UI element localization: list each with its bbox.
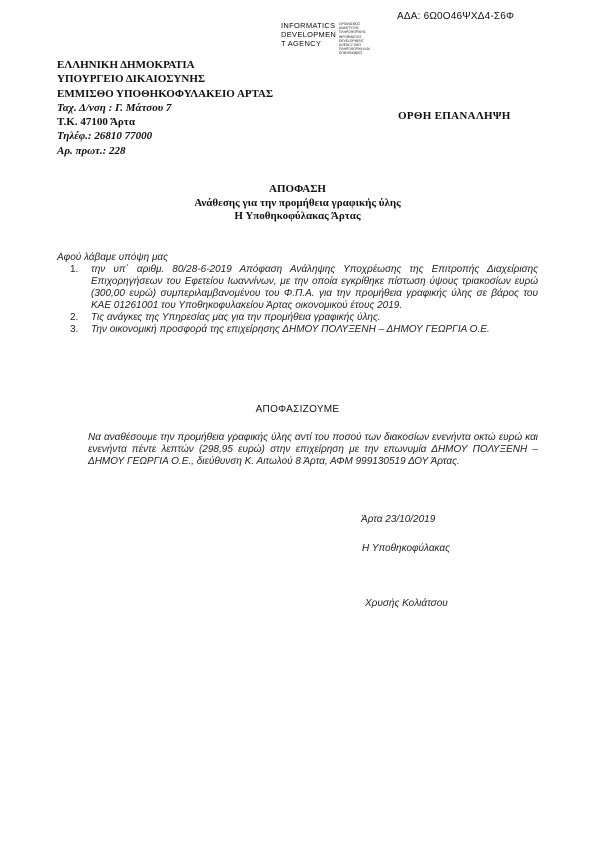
sender-header bbox=[57, 58, 273, 158]
list-item bbox=[70, 264, 538, 312]
considerations-list bbox=[70, 264, 538, 336]
logo-line-1: INFORMATICS bbox=[281, 21, 336, 30]
document-issuer: Η Υποθηκοφύλακας Άρτας bbox=[234, 210, 361, 222]
logo-line-3: T AGENCY bbox=[281, 39, 322, 48]
signatory-name: Χρυσής Κολιάτσου bbox=[365, 598, 448, 609]
item-number: 2. bbox=[70, 312, 79, 323]
considerations-intro: Αφού λάβαμε υπόψη μας bbox=[57, 252, 168, 263]
decision-heading: ΑΠΟΦΑΣΙΖΟΥΜΕ bbox=[255, 404, 340, 415]
header-ministry: ΥΠΟΥΡΓΕΙΟ ΔΙΚΑΙΟΣΥΝΗΣ bbox=[57, 73, 206, 86]
header-phone: Τηλέφ.: 26810 77000 bbox=[57, 130, 153, 143]
document-subtitle: Ανάθεσης για την προμήθεια γραφικής ύλης bbox=[194, 197, 401, 209]
item-number: 3. bbox=[70, 324, 79, 335]
logo-small-text: ΟΡΓΑΝΙΣΜΟΣ ΑΝΑΠΤΥΞΗΣ ΠΛΗΡΟΦΟΡΙΚΗΣ INFORMATICS DEVELOPMENT AGENCY ΟΑΠ ΠΛΗΡΟΦΟΡΙΚΗ ΚΑΙ ΕΠΙΚΟΙΝΩΝΙΕΣ bbox=[339, 22, 370, 56]
header-address: Ταχ. Δ/νση : Γ. Μάτσου 7 bbox=[57, 101, 172, 114]
header-postal: Τ.Κ. 47100 Άρτα bbox=[57, 116, 136, 129]
list-item bbox=[70, 324, 538, 336]
header-republic: ΕΛΛΗΝΙΚΗ ΔΗΜΟΚΡΑΤΙΑ bbox=[57, 59, 195, 71]
header-office: ΕΜΜΙΣΘΟ ΥΠΟΘΗΚΟΦΥΛΑΚΕΙΟ ΑΡΤΑΣ bbox=[57, 87, 274, 100]
item-text: Τις ανάγκες της Υπηρεσίας μας για την προμήθεια γραφικής ύλης. bbox=[91, 312, 381, 323]
place-date: Άρτα 23/10/2019 bbox=[361, 514, 436, 525]
item-number: 1. bbox=[70, 264, 79, 275]
item-text: Την οικονομική προσφορά της επιχείρησης ΔΗΜΟΥ ΠΟΛΥΞΕΝΗ – ΔΗΜΟΥ ΓΕΩΡΓΙΑ Ο.Ε. bbox=[91, 324, 490, 335]
signatory-role: Η Υποθηκοφύλακας bbox=[362, 543, 450, 554]
ada-code: ΑΔΑ: 6Ω0Ο46ΨΧΔ4-Σ6Φ bbox=[397, 11, 515, 22]
header-protocol: Αρ. πρωτ.: 228 bbox=[57, 144, 126, 157]
reprint-label: ΟΡΘΗ ΕΠΑΝΑΛΗΨΗ bbox=[398, 110, 511, 122]
logo-line-2: DEVELOPMEN bbox=[281, 30, 337, 39]
decision-text: Να αναθέσουμε την προμήθεια γραφικής ύλης αντί του ποσού των διακοσίων ενενήντα οκτώ ευρώ και ενενήντα πέντε λεπτών (298,95 ευρώ) στην επιχείρηση με την επωνυμία ΔΗΜΟΥ ΠΟΛΥΞΕΝΗ – ΔΗΜΟΥ ΓΕΩΡΓΙΑ Ο.Ε., διεύθυνση Κ. Αιτωλού 8 Άρτα, ΑΦΜ 999130519 ΔΟΥ Άρτας. bbox=[88, 432, 538, 467]
informatics-agency-logo bbox=[281, 21, 376, 55]
list-item bbox=[70, 312, 538, 324]
item-text: την υπ΄ αριθμ. 80/28-6-2019 Απόφαση Ανάληψης Υποχρέωσης της Επιτροπής Διαχείρισης Επιχορηγήσεων του Εφετείου Ιωαννίνων, με την οποία εγκρίθηκε πίστωση ύψους τριακοσίων ευρώ (300,00 ευρώ) συμπεριλαμβανομένου του Φ.Π.Α. για την προμήθεια γραφικής ύλης σε βάρος του ΚΑΕ 01261001 του Υποθηκοφυλακείου Άρτας οικονομικού έτους 2019. bbox=[91, 264, 538, 311]
document-title: ΑΠΟΦΑΣΗ bbox=[269, 183, 326, 195]
